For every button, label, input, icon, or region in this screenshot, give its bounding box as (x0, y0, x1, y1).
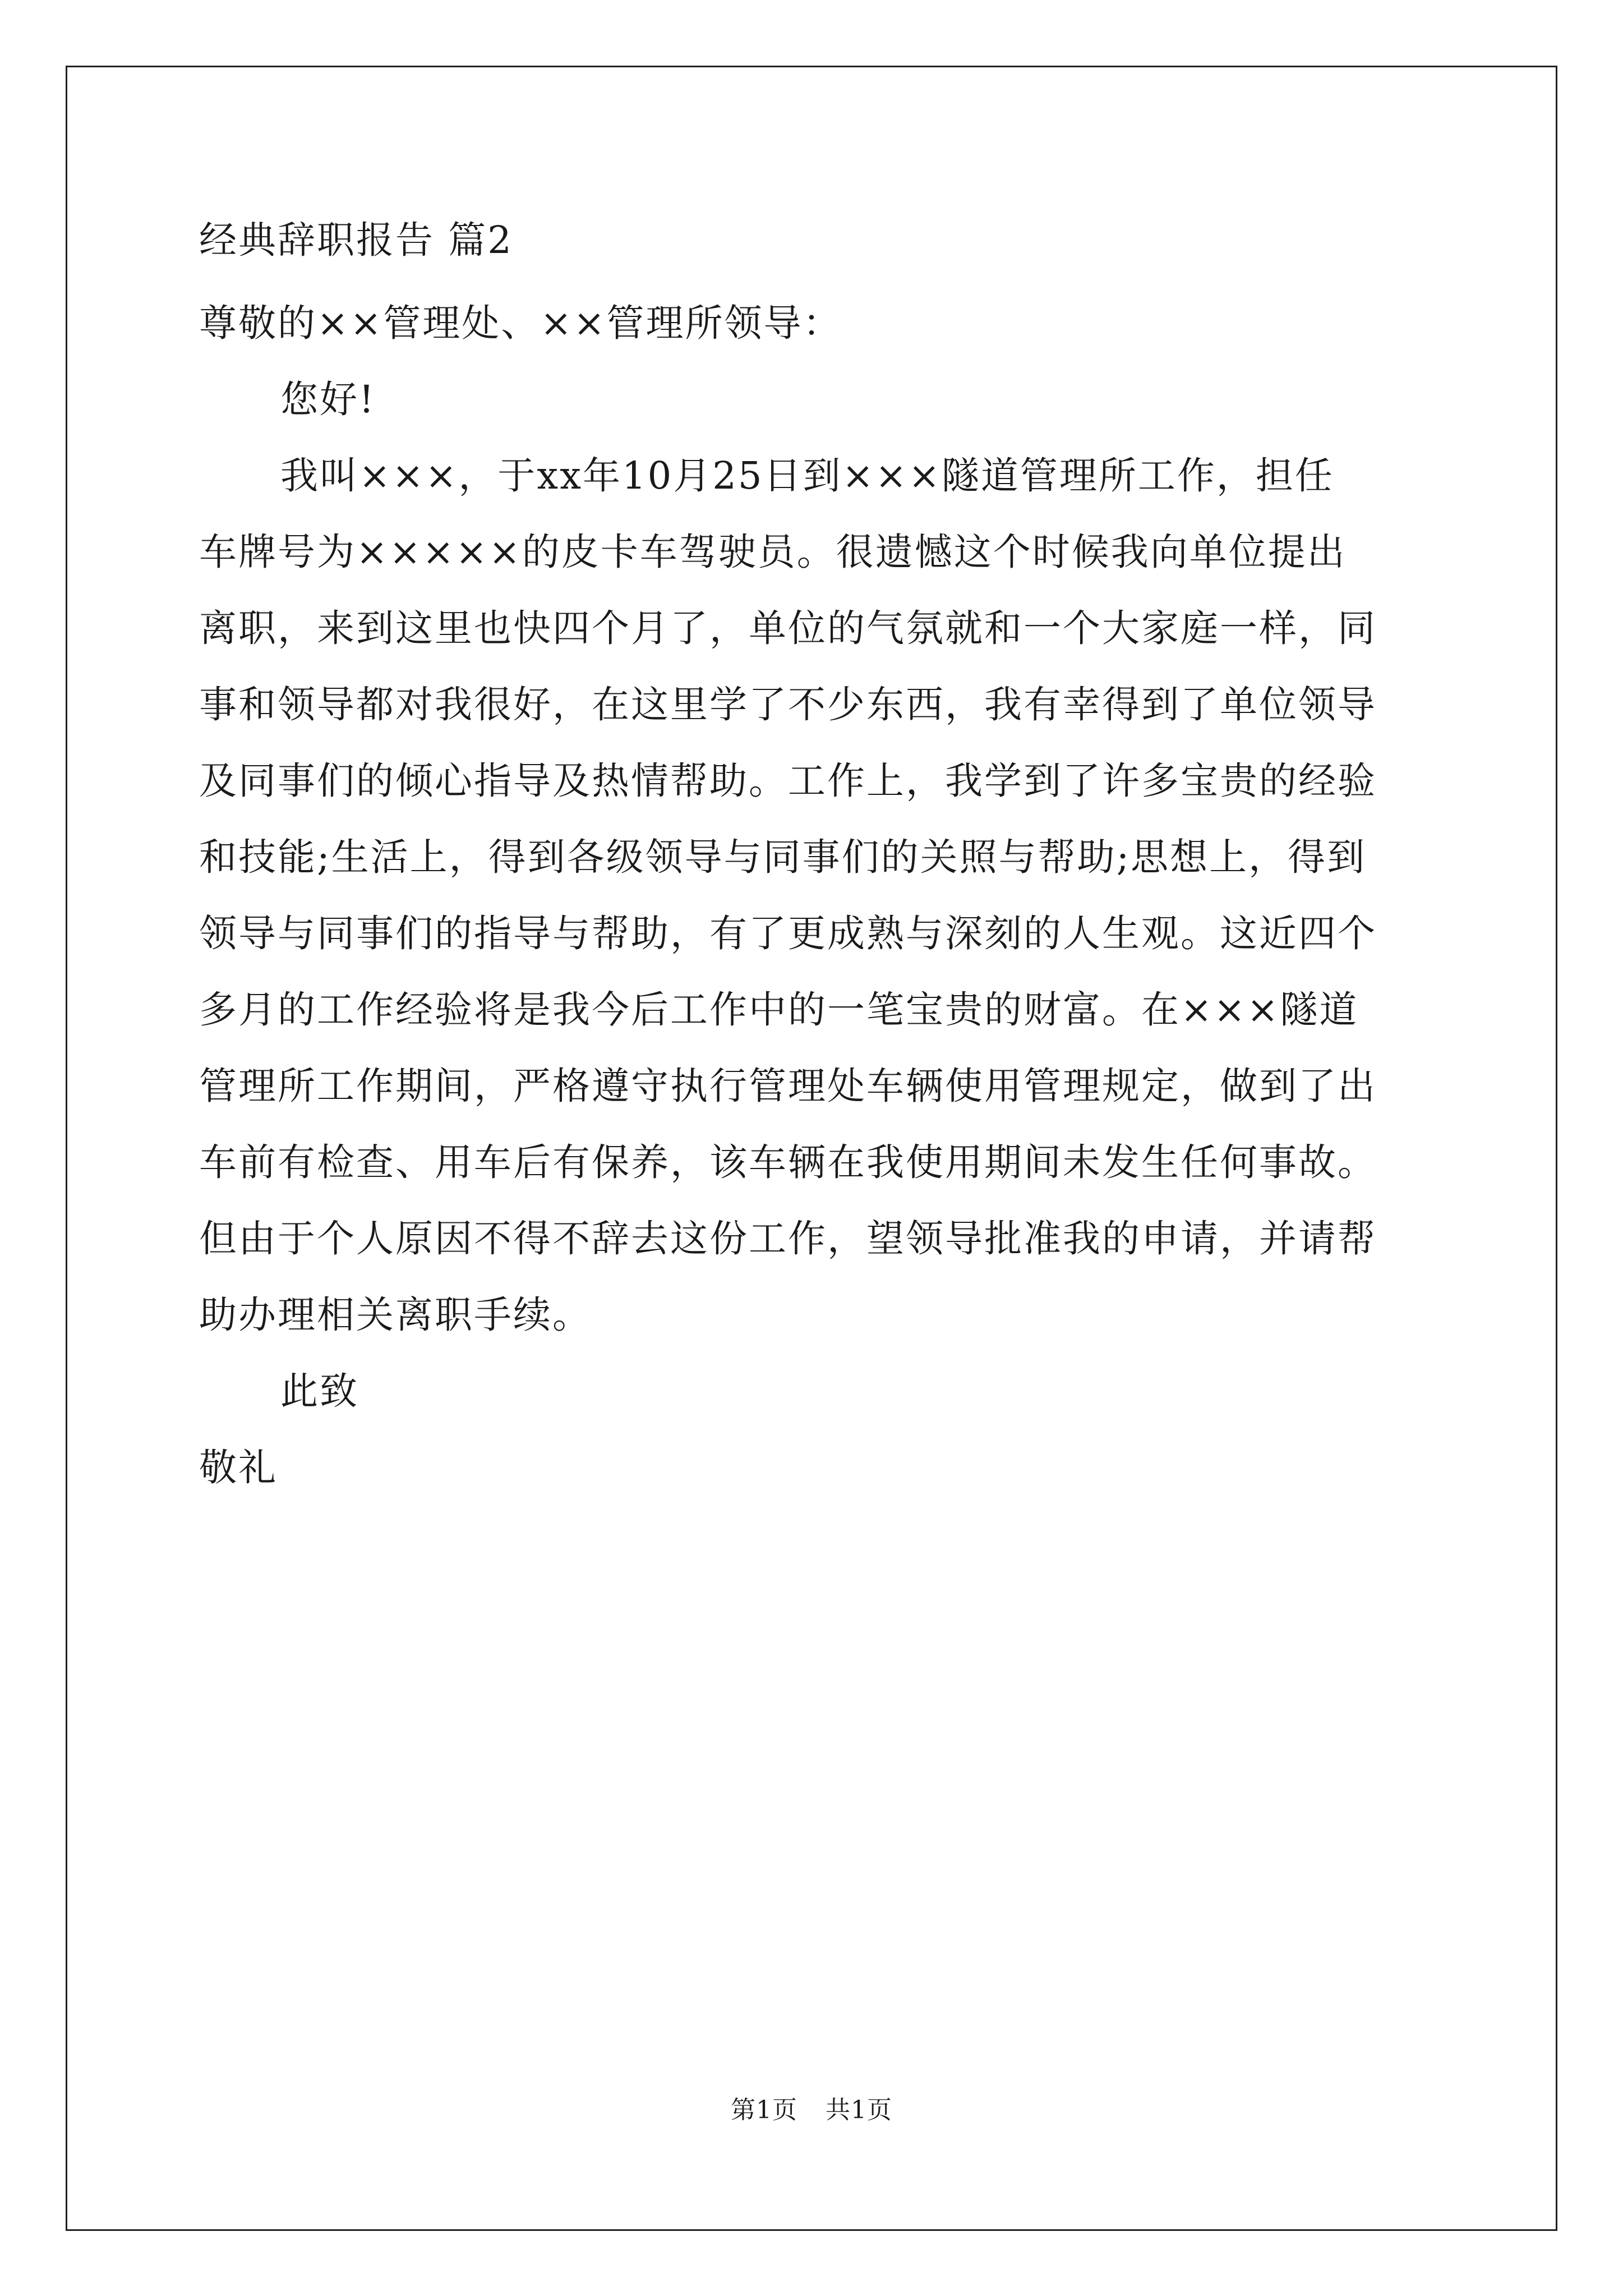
body-line: 车牌号为×××××的皮卡车驾驶员。很遗憾这个时候我向单位提出 (199, 530, 1347, 574)
body-line: 但由于个人原因不得不辞去这份工作，望领导批准我的申请，并请帮 (199, 1217, 1377, 1260)
body-line: 我叫×××，于xx年10月25日到×××隧道管理所工作，担任 (280, 454, 1334, 498)
body-line: 及同事们的倾心指导及热情帮助。工作上，我学到了许多宝贵的经验 (199, 759, 1377, 803)
body-line: 多月的工作经验将是我今后工作中的一笔宝贵的财富。在×××隧道 (199, 988, 1359, 1032)
body-line: 领导与同事们的指导与帮助，有了更成熟与深刻的人生观。这近四个 (199, 912, 1377, 955)
greeting: 您好! (280, 378, 376, 421)
body-line: 和技能;生活上，得到各级领导与同事们的关照与帮助;思想上，得到 (199, 835, 1367, 879)
closing-regards: 此致 (280, 1369, 359, 1413)
body-line: 管理所工作期间，严格遵守执行管理处车辆使用管理规定，做到了出 (199, 1064, 1377, 1108)
total-pages: 共1页 (826, 2096, 892, 2124)
body-line: 事和领导都对我很好，在这里学了不少东西，我有幸得到了单位领导 (199, 683, 1377, 726)
body-line: 离职，来到这里也快四个月了，单位的气氛就和一个大家庭一样，同 (199, 606, 1377, 650)
body-line: 助办理相关离职手续。 (199, 1293, 592, 1337)
page-footer (0, 2090, 1623, 2125)
document-body (199, 202, 1433, 1506)
salutation: 尊敬的××管理处、××管理所领导： (199, 301, 842, 345)
closing-salute: 敬礼 (199, 1446, 278, 1489)
body-line: 车前有检查、用车后有保养，该车辆在我使用期间未发生任何事故。 (199, 1140, 1377, 1184)
page-number: 第1页 (731, 2096, 797, 2124)
document-title: 经典辞职报告 篇2 (199, 218, 513, 262)
